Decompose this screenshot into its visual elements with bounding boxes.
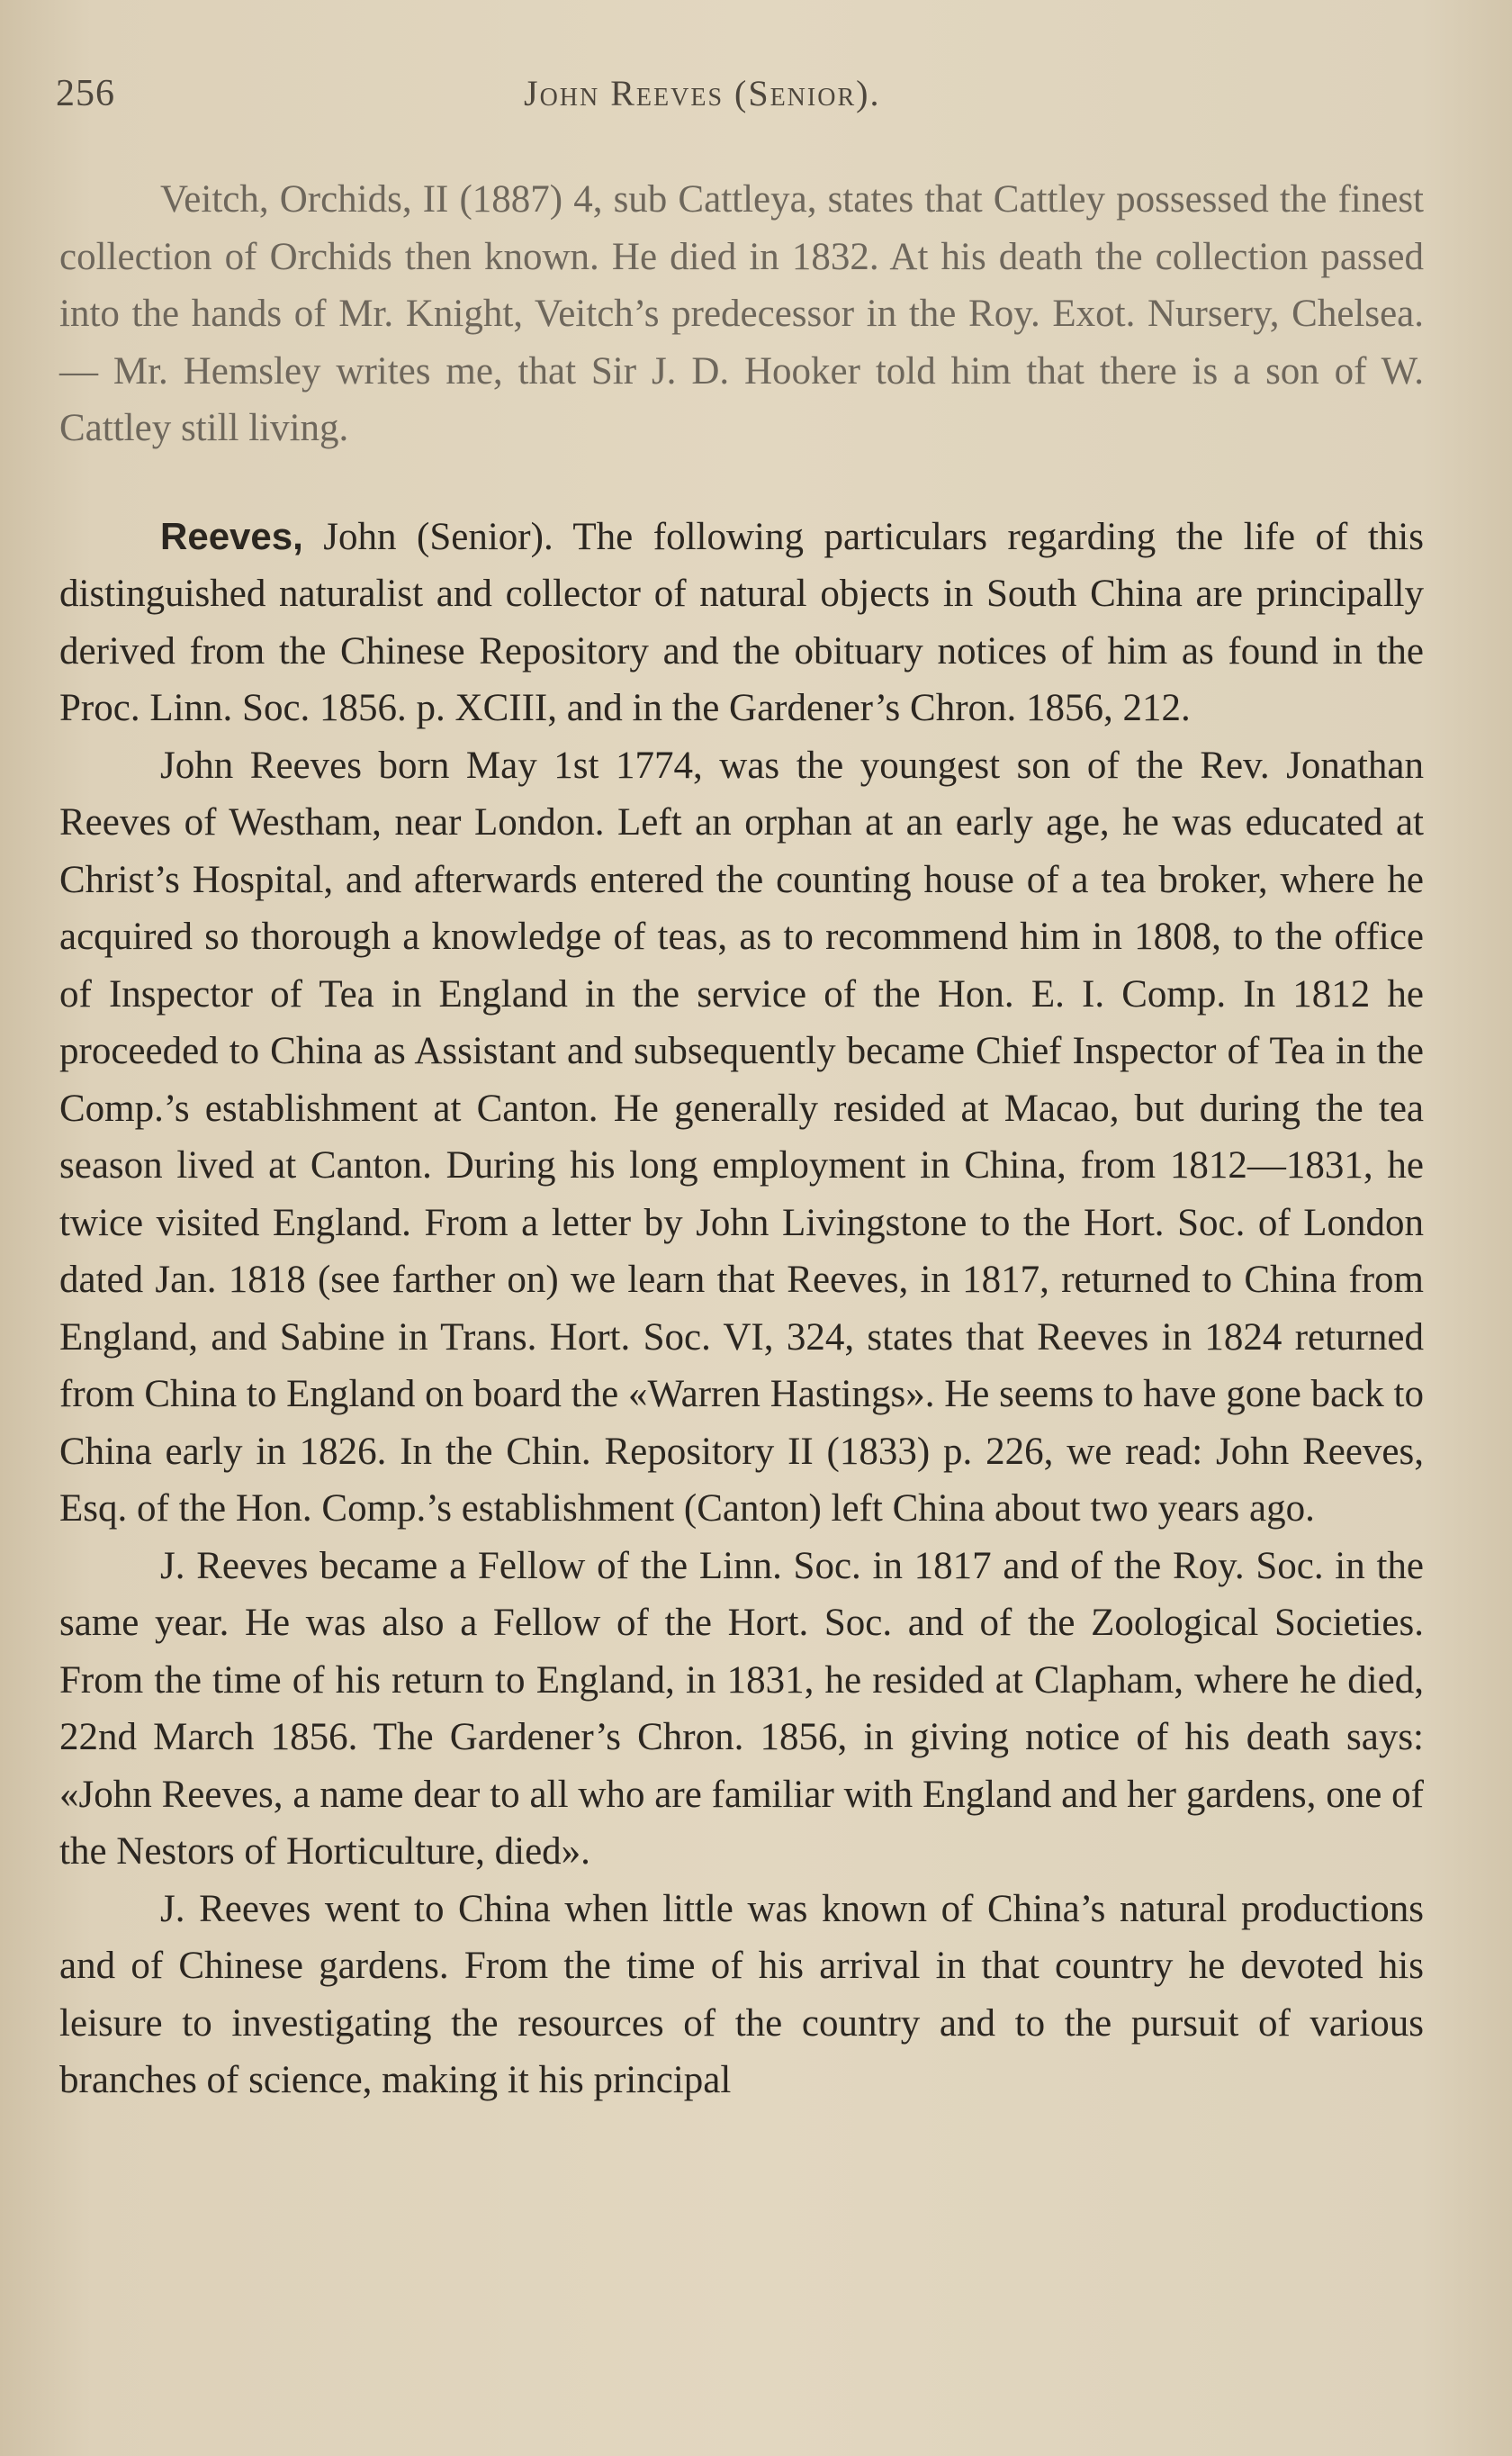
paragraph-reeves-fellowships: J. Reeves became a Fellow of the Linn. Soc. in 1817 and of the Roy. Soc. in the same year. He was also a Fellow of the Hort. Soc. and of the Zoological Societies. From the time of his return to England, in 1831, he resided at Clapham, where he died, 22nd March 1856. The Gardener’s Chron. 1856, in giving notice of his death says: «John Reeves, a name dear to all who are familiar with England and her gardens, one of the Nestors of Horticulture, died». bbox=[59, 1544, 1424, 1873]
paragraph-reeves-intro bbox=[59, 508, 1424, 737]
entry-intro-text: John (Senior). The following particulars regarding the life of this distinguished naturalist and collector of natural objects in South China are principally derived from the Chinese Repository and the obituary notices of him as found in the Proc. Linn. Soc. 1856. p. XCIII, and in the Gardener’s Chron. 1856, 212. bbox=[59, 515, 1424, 729]
paragraph-reeves-biography: John Reeves born May 1st 1774, was the youngest son of the Rev. Jonathan Reeves of Westham, near London. Left an orphan at an early age, he was educated at Christ’s Hospital, and afterwards entered the counting house of a tea broker, where he acquired so thorough a knowledge of teas, as to recommend him in 1808, to the office of Inspector of Tea in England in the service of the Hon. E. I. Comp. In 1812 he proceeded to China as Assistant and subsequently became Chief Inspector of Tea in the Comp.’s establishment at Canton. He generally resided at Macao, but during the tea season lived at Canton. During his long employment in China, from 1812—1831, he twice visited England. From a letter by John Livingstone to the Hort. Soc. of London dated Jan. 1818 (see farther on) we learn that Reeves, in 1817, returned to China from England, and Sabine in Trans. Hort. Soc. VI, 324, states that Reeves in 1824 returned from China to England on board the «Warren Hastings». He seems to have gone back to China early in 1826. In the Chin. Repository II (1833) p. 226, we read: John Reeves, Esq. of the Hon. Comp.’s establishment (Canton) left China about two years ago. bbox=[59, 744, 1424, 1530]
paragraph-cattley-continued: Veitch, Orchids, II (1887) 4, sub Cattleya, states that Cattley possessed the finest collection of Orchids then known. He died in 1832. At his death the collection passed into the hands of Mr. Knight, Veitch’s predecessor in the Roy. Exot. Nursery, Chelsea. — Mr. Hemsley writes me, that Sir J. D. Hooker told him that there is a son of W. Cattley still living. bbox=[59, 178, 1424, 449]
entry-separator bbox=[59, 457, 1424, 508]
body-text bbox=[59, 171, 1424, 2109]
entry-heading-reeves: Reeves, bbox=[160, 514, 303, 557]
running-head: John Reeves (Senior). bbox=[524, 73, 881, 113]
page-header bbox=[56, 72, 1424, 135]
paragraph-reeves-china: J. Reeves went to China when little was known of China’s natural productions and of Chinese gardens. From the time of his arrival in that country he devoted his leisure to investigating the resources of the country and to the pursuit of various branches of science, making it his principal bbox=[59, 1887, 1424, 2101]
page-number: 256 bbox=[56, 73, 115, 114]
